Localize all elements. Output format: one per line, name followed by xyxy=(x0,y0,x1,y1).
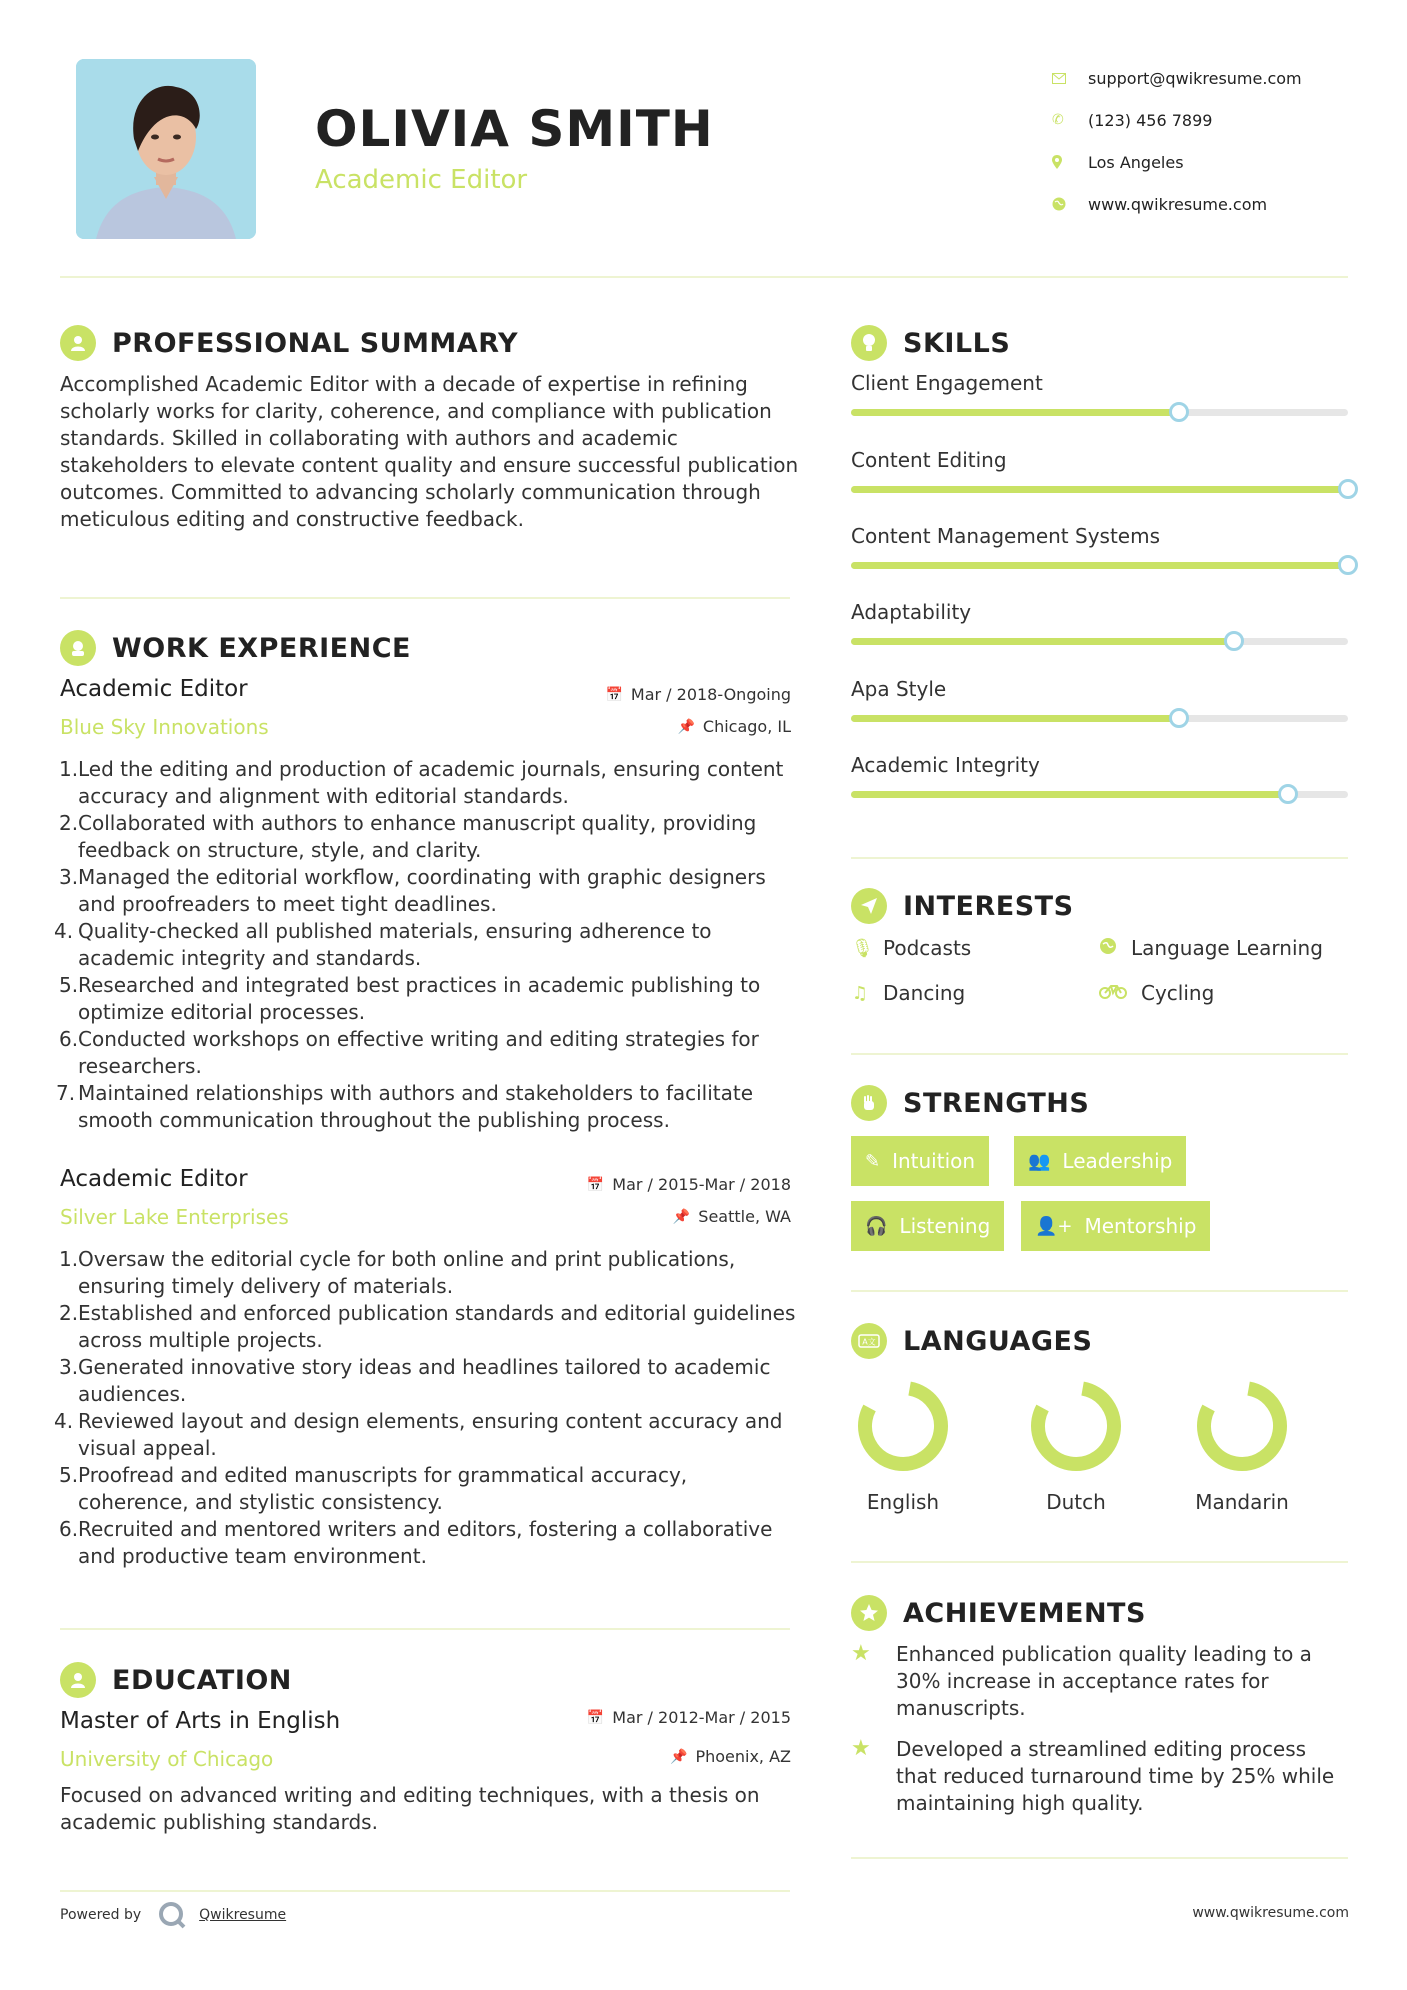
graduation-icon xyxy=(60,1662,96,1698)
list-item: 5. Researched and integrated best practices in academic publishing to optimize editorial processes. xyxy=(59,973,761,1024)
strength-tag xyxy=(1021,1201,1210,1251)
skill-bar xyxy=(851,638,1348,645)
interests-title: INTERESTS xyxy=(903,890,1074,922)
strength-label: Listening xyxy=(899,1214,991,1238)
job-1-date xyxy=(500,685,791,704)
contact-location-text: Los Angeles xyxy=(1088,152,1184,172)
languages-divider xyxy=(851,1561,1348,1563)
list-item: 1. Oversaw the editorial cycle for both online and print publications, ensuring timely delivery of materials. xyxy=(59,1247,736,1298)
skill-fill xyxy=(851,409,1179,416)
education-school: University of Chicago xyxy=(60,1747,274,1771)
envelope-icon xyxy=(1052,73,1088,84)
job-1-company: Blue Sky Innovations xyxy=(60,715,269,739)
list-item: 6. Conducted workshops on effective writing and editing strategies for researchers. xyxy=(59,1027,759,1078)
language-item xyxy=(1182,1378,1302,1514)
interest-item xyxy=(851,981,965,1005)
job-1-location-text: Chicago, IL xyxy=(702,717,791,736)
strength-label: Leadership xyxy=(1062,1149,1173,1173)
skill-knob xyxy=(1169,402,1189,422)
language-name: Mandarin xyxy=(1195,1490,1289,1514)
job-2-company: Silver Lake Enterprises xyxy=(60,1205,289,1229)
strengths-heading xyxy=(851,1085,1089,1121)
experience-title: WORK EXPERIENCE xyxy=(112,632,411,664)
skill-item xyxy=(851,524,1348,569)
language-icon xyxy=(851,1323,887,1359)
education-heading xyxy=(60,1662,292,1698)
strength-label: Mentorship xyxy=(1084,1214,1197,1238)
interest-label: Dancing xyxy=(883,981,966,1005)
skill-name: Content Editing xyxy=(851,448,1007,472)
microphone-icon: 🎙 xyxy=(851,937,874,959)
interest-item xyxy=(1099,981,1214,1005)
skill-knob xyxy=(1338,555,1358,575)
interest-label: Language Learning xyxy=(1131,936,1323,960)
language-ring xyxy=(1194,1378,1290,1474)
contact-website[interactable] xyxy=(1052,183,1372,225)
strength-label: Intuition xyxy=(892,1149,976,1173)
svg-text:A文: A文 xyxy=(862,1337,876,1347)
summary-title: PROFESSIONAL SUMMARY xyxy=(112,327,519,359)
skill-bar xyxy=(851,562,1348,569)
skill-bar xyxy=(851,715,1348,722)
education-date xyxy=(500,1708,791,1727)
language-name: Dutch xyxy=(1046,1490,1106,1514)
strength-tag xyxy=(851,1201,1004,1251)
calendar-icon: 📅 xyxy=(586,1709,605,1726)
interests-heading xyxy=(851,888,1074,924)
strengths-divider xyxy=(851,1290,1348,1292)
job-2-location xyxy=(500,1207,791,1226)
skill-fill xyxy=(851,638,1234,645)
education-title: EDUCATION xyxy=(112,1664,292,1696)
pin-icon: 📌 xyxy=(677,718,695,735)
achievement-item xyxy=(851,1641,1351,1722)
skill-name: Apa Style xyxy=(851,677,947,701)
language-name: English xyxy=(866,1490,940,1514)
list-item: 1. Led the editing and production of academic journals, ensuring content accuracy and alignment with editorial standards. xyxy=(59,757,784,808)
experience-divider xyxy=(60,1628,790,1630)
education-divider xyxy=(60,1890,790,1892)
summary-divider xyxy=(60,597,790,599)
skills-heading xyxy=(851,325,1010,361)
skill-fill xyxy=(851,715,1179,722)
user-plus-icon: 👤+ xyxy=(1035,1215,1073,1237)
skill-name: Content Management Systems xyxy=(851,524,1161,548)
achievements-divider xyxy=(851,1857,1348,1859)
footer-powered-by xyxy=(60,1900,286,1930)
education-degree: Master of Arts in English xyxy=(60,1708,341,1734)
profile-photo xyxy=(76,59,256,239)
job-1-date-text: Mar / 2018-Ongoing xyxy=(630,685,791,704)
language-item xyxy=(843,1378,963,1514)
contact-email-text: support@qwikresume.com xyxy=(1088,68,1302,88)
strengths-title: STRENGTHS xyxy=(903,1087,1090,1119)
job-2-title: Academic Editor xyxy=(60,1166,248,1192)
interest-label: Cycling xyxy=(1141,981,1215,1005)
qwikresume-logo-icon xyxy=(157,1900,187,1930)
user-icon xyxy=(60,325,96,361)
list-item: 4. Quality-checked all published materials, ensuring adherence to academic integrity and standards. xyxy=(54,919,712,970)
job-1-location xyxy=(500,717,791,736)
skill-bar xyxy=(851,791,1348,798)
skill-knob xyxy=(1278,784,1298,804)
strength-tag xyxy=(851,1136,989,1186)
candidate-name: OLIVIA SMITH xyxy=(315,100,714,158)
qwikresume-link[interactable]: Qwikresume xyxy=(199,1907,287,1923)
star-icon: ★ xyxy=(851,1641,871,1666)
headphones-icon: 🎧 xyxy=(865,1215,888,1237)
education-date-text: Mar / 2012-Mar / 2015 xyxy=(612,1708,791,1727)
footer-website[interactable]: www.qwikresume.com xyxy=(1192,1905,1349,1921)
job-1-bullets xyxy=(54,756,800,1134)
skill-knob xyxy=(1169,708,1189,728)
star-icon: ★ xyxy=(851,1736,871,1761)
job-2-bullets xyxy=(54,1246,800,1570)
achievement-text: Enhanced publication quality leading to a 30% increase in acceptance rates for manuscripts. xyxy=(896,1642,1312,1720)
candidate-title: Academic Editor xyxy=(315,165,528,195)
interests-divider xyxy=(851,1053,1348,1055)
paper-plane-icon xyxy=(851,888,887,924)
lightbulb-icon xyxy=(851,325,887,361)
strength-tag xyxy=(1014,1136,1186,1186)
skill-fill xyxy=(851,562,1348,569)
skill-item xyxy=(851,677,1348,722)
interest-label: Podcasts xyxy=(883,936,972,960)
skill-name: Adaptability xyxy=(851,600,972,624)
skill-item xyxy=(851,753,1348,798)
powered-by-label: Powered by xyxy=(60,1907,142,1923)
calendar-icon: 📅 xyxy=(586,1176,605,1193)
hand-icon xyxy=(851,1085,887,1121)
pin-icon: 📌 xyxy=(672,1208,691,1225)
star-icon xyxy=(851,1595,887,1631)
magic-wand-icon: ✎ xyxy=(865,1150,881,1172)
education-location-text: Phoenix, AZ xyxy=(695,1747,791,1766)
job-2-date-text: Mar / 2015-Mar / 2018 xyxy=(612,1175,791,1194)
calendar-icon: 📅 xyxy=(605,686,623,703)
contact-phone[interactable] xyxy=(1052,99,1372,141)
contact-location xyxy=(1052,141,1372,183)
languages-title: LANGUAGES xyxy=(903,1325,1093,1357)
users-icon: 👥 xyxy=(1028,1150,1051,1172)
skill-item xyxy=(851,371,1348,416)
briefcase-icon xyxy=(60,630,96,666)
summary-heading xyxy=(60,325,518,361)
skill-fill xyxy=(851,791,1288,798)
job-2-location-text: Seattle, WA xyxy=(698,1207,791,1226)
language-item xyxy=(1016,1378,1136,1514)
skill-bar xyxy=(851,486,1348,493)
contact-website-text: www.qwikresume.com xyxy=(1088,194,1268,214)
achievements-title: ACHIEVEMENTS xyxy=(903,1597,1146,1629)
achievement-text: Developed a streamlined editing process that reduced turnaround time by 25% while maintaining high quality. xyxy=(896,1737,1335,1815)
education-description: Focused on advanced writing and editing techniques, with a thesis on academic publishing standards. xyxy=(60,1783,760,1834)
phone-icon: ✆ xyxy=(1052,112,1064,128)
skill-bar xyxy=(851,409,1348,416)
music-note-icon: ♫ xyxy=(851,982,869,1004)
job-2-date xyxy=(500,1175,791,1194)
list-item: 2. Established and enforced publication standards and editorial guidelines across multiple projects. xyxy=(59,1301,796,1352)
list-item: 3. Generated innovative story ideas and headlines tailored to academic audiences. xyxy=(59,1355,771,1406)
skills-title: SKILLS xyxy=(903,327,1011,359)
contact-phone-text: (123) 456 7899 xyxy=(1088,110,1213,130)
achievements-heading xyxy=(851,1595,1146,1631)
contact-email[interactable] xyxy=(1052,57,1372,99)
globe-icon xyxy=(1099,937,1117,960)
skill-item xyxy=(851,448,1348,493)
language-ring xyxy=(855,1378,951,1474)
contact-block xyxy=(1052,57,1372,225)
education-location xyxy=(500,1747,791,1766)
header-divider xyxy=(60,276,1348,278)
list-item: 5. Proofread and edited manuscripts for grammatical accuracy, coherence, and stylistic consistency. xyxy=(59,1463,688,1514)
skill-fill xyxy=(851,486,1348,493)
skill-knob xyxy=(1338,479,1358,499)
list-item: 4. Reviewed layout and design elements, ensuring content accuracy and visual appeal. xyxy=(54,1409,783,1460)
skills-divider xyxy=(851,857,1348,859)
summary-text: Accomplished Academic Editor with a decade of expertise in refining scholarly works for clarity, coherence, and compliance with publication standards. Skilled in collaborating with authors and academic stakeholders to elevate content quality and ensure successful publication outcomes. Committed to advancing scholarly communication through meticulous editing and constructive feedback. xyxy=(60,372,799,531)
languages-heading xyxy=(851,1323,1092,1359)
list-item: 7. Maintained relationships with authors and stakeholders to facilitate smooth communication throughout the publishing process. xyxy=(56,1081,754,1132)
bicycle-icon xyxy=(1099,983,1127,1004)
interest-item xyxy=(1099,936,1323,960)
skill-item xyxy=(851,600,1348,645)
achievement-item xyxy=(851,1736,1351,1817)
skill-name: Client Engagement xyxy=(851,371,1043,395)
skill-name: Academic Integrity xyxy=(851,753,1040,777)
pin-icon: 📌 xyxy=(670,1748,688,1765)
list-item: 2. Collaborated with authors to enhance manuscript quality, providing feedback on structure, style, and clarity. xyxy=(59,811,757,862)
skill-knob xyxy=(1224,631,1244,651)
job-1-title: Academic Editor xyxy=(60,676,248,702)
list-item: 3. Managed the editorial workflow, coordinating with graphic designers and proofreaders to meet tight deadlines. xyxy=(59,865,766,916)
globe-icon xyxy=(1052,197,1088,211)
interest-item xyxy=(851,936,971,960)
experience-heading xyxy=(60,630,411,666)
map-pin-icon xyxy=(1052,155,1088,169)
language-ring xyxy=(1028,1378,1124,1474)
list-item: 6. Recruited and mentored writers and editors, fostering a collaborative and productive team environment. xyxy=(59,1517,773,1568)
